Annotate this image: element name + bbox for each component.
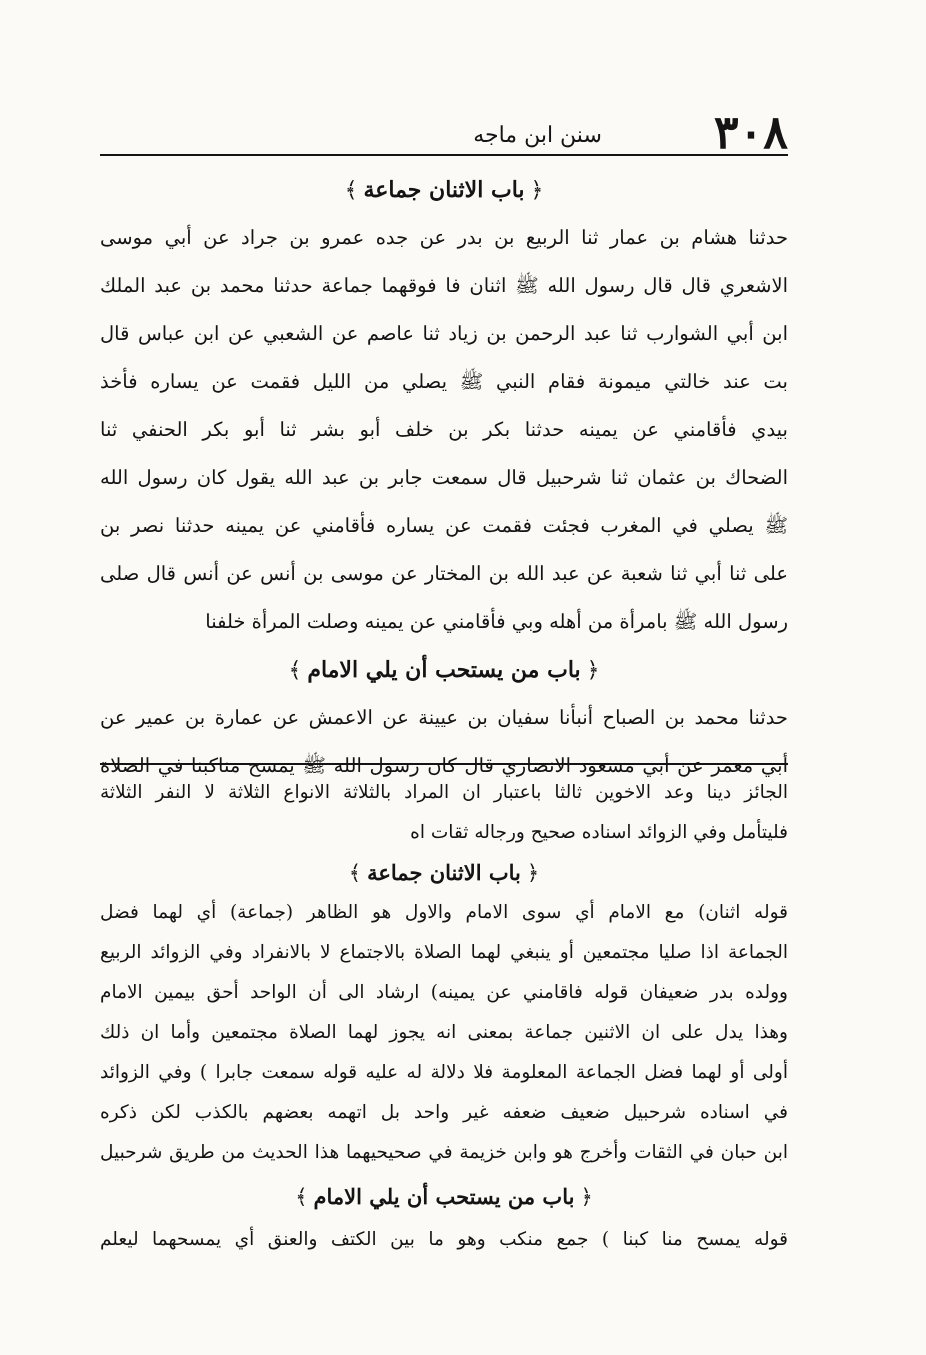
- commentary-line: في اسناده شرحبيل ضعيف ضعفه غير واحد بل اتهمه بعضهم بالكذب لكن ذكره: [100, 1102, 788, 1123]
- ornament-left-icon: ﴾: [344, 178, 358, 203]
- hadith-line: الاشعري قال قال رسول الله ﷺ اثنان فا فوقهما جماعة حدثنا محمد بن عبد الملك: [100, 274, 788, 297]
- commentary-heading-pairs-text: باب الاثنان جماعة: [367, 860, 521, 885]
- chapter-heading-imam: [100, 646, 788, 694]
- book-title: سنن ابن ماجه: [473, 123, 602, 148]
- commentary-text: [100, 773, 788, 1260]
- ornament-left-icon: ﴾: [295, 1185, 308, 1209]
- commentary-line: وولده بدر ضعيفان قوله فاقامني عن يمينه) ارشاد الى أن الواحد أحق بيمين الامام: [100, 982, 788, 1003]
- chapter-heading-pairs: [100, 166, 788, 214]
- commentary-line: قوله اثنان) مع الامام أي سوى الامام والاول هو الظاهر (جماعة) أي لهما فضل: [100, 902, 788, 923]
- hadith-line: بيدي فأقامني عن يمينه حدثنا بكر بن خلف أبو بشر ثنا أبو بكر الحنفي ثنا: [100, 418, 788, 441]
- commentary-line: فليتأمل وفي الزوائد اسناده صحيح ورجاله ثقات اه: [410, 822, 788, 843]
- hadith-line: ابن أبي الشوارب ثنا عبد الرحمن بن زياد ثنا عاصم عن الشعبي عن ابن عباس قال: [100, 322, 788, 345]
- ornament-right-icon: ﴿: [580, 1185, 593, 1209]
- hadith-line: حدثنا محمد بن الصباح أنبأنا سفيان بن عيينة عن الاعمش عن عمارة بن عمير عن: [100, 706, 788, 729]
- chapter-heading-pairs-text: باب الاثنان جماعة: [363, 177, 525, 203]
- commentary-line: أولى أو لهما فضل الجماعة المعلومة فلا دلالة له عليه قوله سمعت جابرا ) وفي الزوائد: [100, 1062, 788, 1083]
- page-number: ٣٠٨: [713, 105, 788, 159]
- commentary-heading-imam: [100, 1173, 788, 1220]
- header-rule: [100, 154, 788, 156]
- commentary-line: ابن حبان في الثقات وأخرج هو وابن خزيمة في صحيحيهما هذا الحديث من طريق شرحبيل: [100, 1142, 788, 1163]
- commentary-line: الجائز دينا وعد الاخوين ثالثا باعتبار ان المراد بالثلاثة الانواع الثلاثة لا النفر الثلاثة: [100, 782, 788, 803]
- hadith-line: رسول الله ﷺ بامرأة من أهله وبي فأقامني عن يمينه وصلت المرأة خلفنا: [205, 610, 788, 633]
- hadith-line: أبي معمر عن أبي مسعود الانصاري قال كان رسول الله ﷺ يمسح مناكبنا في الصلاة: [100, 754, 788, 777]
- commentary-heading-imam-text: باب من يستحب أن يلي الامام: [313, 1184, 575, 1209]
- hadith-line: ﷺ يصلي في المغرب فجئت فقمت عن يساره فأقامني عن يمينه حدثنا نصر بن: [100, 514, 788, 537]
- hadith-line: الضحاك بن عثمان ثنا شرحبيل قال سمعت جابر بن عبد الله يقول كان رسول الله: [100, 466, 788, 489]
- hadith-line: على ثنا أبي ثنا شعبة عن عبد الله بن المختار عن موسى بن أنس عن أنس قال صلى: [100, 562, 788, 585]
- main-text: [100, 166, 788, 790]
- ornament-left-icon: ﴾: [288, 658, 302, 683]
- ornament-right-icon: ﴿: [530, 178, 544, 203]
- ornament-left-icon: ﴾: [348, 861, 362, 885]
- commentary-line: قوله يمسح منا كبنا ) جمع منكب وهو ما بين الكتف والعنق أي يمسحهما ليعلم: [100, 1229, 788, 1250]
- ornament-right-icon: ﴿: [526, 861, 540, 885]
- ornament-right-icon: ﴿: [586, 658, 600, 683]
- hadith-line: حدثنا هشام بن عمار ثنا الربيع بن بدر عن جده عمرو بن جراد عن أبي موسى: [100, 226, 788, 249]
- commentary-heading-pairs: [100, 853, 788, 893]
- chapter-heading-imam-text: باب من يستحب أن يلي الامام: [307, 657, 581, 683]
- footnote-divider: [100, 763, 788, 765]
- commentary-line: الجماعة اذا صليا مجتمعين أو ينبغي لهما الصلاة بالاجتماع لا بالانفراد وفي الزوائد الربيع: [100, 942, 788, 963]
- commentary-line: وهذا يدل على ان الاثنين جماعة بمعنى انه يجوز لهما الصلاة مجتمعين وأما ان ذلك: [100, 1022, 788, 1043]
- hadith-line: بت عند خالتي ميمونة فقام النبي ﷺ يصلي من الليل فقمت عن يساره فأخذ: [100, 370, 788, 393]
- page-header: [100, 105, 788, 159]
